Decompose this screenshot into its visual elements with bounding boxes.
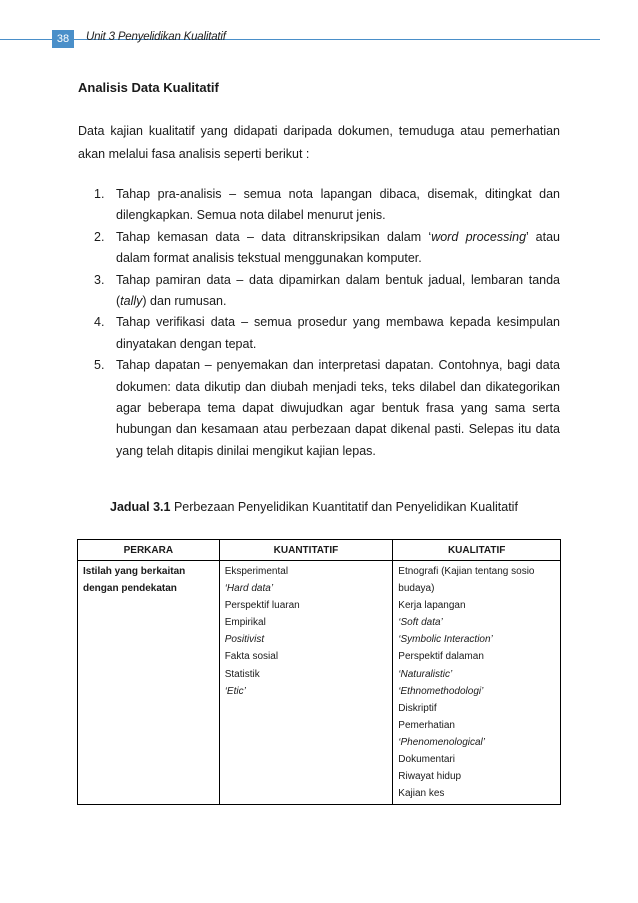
cell-line: Eksperimental (224, 566, 289, 577)
list-number: 4. (94, 315, 105, 330)
cell-line: dengan pendekatan (83, 583, 177, 595)
cell-line: ‘Hard data’ (224, 583, 274, 595)
list-item (94, 270, 560, 313)
list-text: Tahap pamiran data – data dipamirkan dalam bentuk jadual, lembaran tanda ( (116, 272, 560, 309)
list-text: ’ atau dalam format analisis tekstual menggunakan komputer. (116, 229, 560, 266)
cell-line: budaya) (398, 583, 435, 595)
list-number: 3. (94, 272, 105, 287)
cell-line: Empirikal (224, 617, 266, 629)
cell-line: Perspektif dalaman (398, 651, 484, 663)
list-number: 2. (94, 229, 105, 244)
cell-line: Positivist (224, 634, 265, 646)
cell-line: Pemerhatian (398, 719, 455, 731)
cell-line: Kerja lapangan (398, 600, 466, 612)
cell-line: Fakta sosial (224, 651, 279, 663)
table-caption (110, 500, 518, 514)
cell-line: Perspektif luaran (224, 600, 300, 612)
cell-line: Istilah yang berkaitan (83, 566, 186, 577)
list-number: 1. (94, 187, 105, 201)
cell-line: ‘Phenomenological’ (398, 736, 486, 748)
page-number: 38 (52, 30, 74, 48)
table-caption-label: Jadual 3.1 (110, 500, 171, 514)
list-emphasis: tally (120, 294, 143, 309)
list-text: Tahap verifikasi data – semua prosedur yang membawa kepada kesimpulan dinyatakan dengan tepat. (116, 315, 560, 351)
cell-perkara (78, 561, 220, 805)
header-kuantitatif: KUANTITATIF (219, 540, 393, 561)
cell-line: ‘Naturalistic’ (398, 668, 453, 680)
cell-line: ‘Ethnomethodologi’ (398, 685, 484, 697)
list-item (94, 312, 560, 355)
cell-line: Kajian kes (398, 788, 445, 800)
section-title: Analisis Data Kualitatif (78, 80, 219, 95)
intro-paragraph: Data kajian kualitatif yang didapati daripada dokumen, temuduga atau pemerhatian akan melalui fasa analisis seperti berikut : (78, 124, 560, 161)
table-caption-text: Perbezaan Penyelidikan Kuantitatif dan Penyelidikan Kualitatif (173, 500, 518, 514)
list-emphasis: word processing (431, 229, 527, 244)
cell-line: ‘Etic’ (224, 685, 246, 697)
list-text: ) dan rumusan. (142, 294, 227, 309)
table-header-row (78, 540, 561, 561)
list-item (94, 355, 560, 462)
header-perkara: PERKARA (78, 540, 220, 561)
list-text: Tahap pra-analisis – semua nota lapangan dibaca, disemak, ditingkat dan dilengkapkan. Semua nota dilabel menurut jenis. (116, 187, 560, 223)
unit-title: Unit 3 Penyelidikan Kualitatif (86, 31, 226, 43)
list-text: Tahap kemasan data – data ditranskripsikan dalam ‘ (116, 229, 432, 244)
cell-line: Riwayat hidup (398, 771, 462, 783)
cell-line: Dokumentari (398, 754, 455, 766)
cell-line: Etnografi (Kajian tentang sosio (398, 566, 535, 577)
list-number: 5. (94, 358, 105, 373)
list-item (94, 184, 560, 227)
cell-kuantitatif (219, 561, 393, 805)
cell-line: Diskriptif (398, 702, 437, 714)
header-kualitatif: KUALITATIF (393, 540, 561, 561)
comparison-table (77, 539, 561, 805)
cell-kualitatif (393, 561, 561, 805)
cell-line: ‘Soft data’ (398, 617, 443, 629)
list-item (94, 227, 560, 270)
cell-line: Statistik (224, 668, 260, 680)
list-text: Tahap dapatan – penyemakan dan interpretasi dapatan. Contohnya, bagi data dokumen: data dikutip dan diubah menjadi teks, teks dilabel dan dikategorikan agar beberapa tema dapat diwujudkan agar bentuk frasa yang sama serta hubungan dan kesamaan atau perbezaan dapat dikenal pasti. Selepas itu data yang telah ditapis dinilai mengikut kajian lepas. (116, 358, 560, 458)
table-row (78, 561, 561, 805)
analysis-steps-list (94, 184, 560, 462)
cell-line: ‘Symbolic Interaction’ (398, 634, 493, 646)
